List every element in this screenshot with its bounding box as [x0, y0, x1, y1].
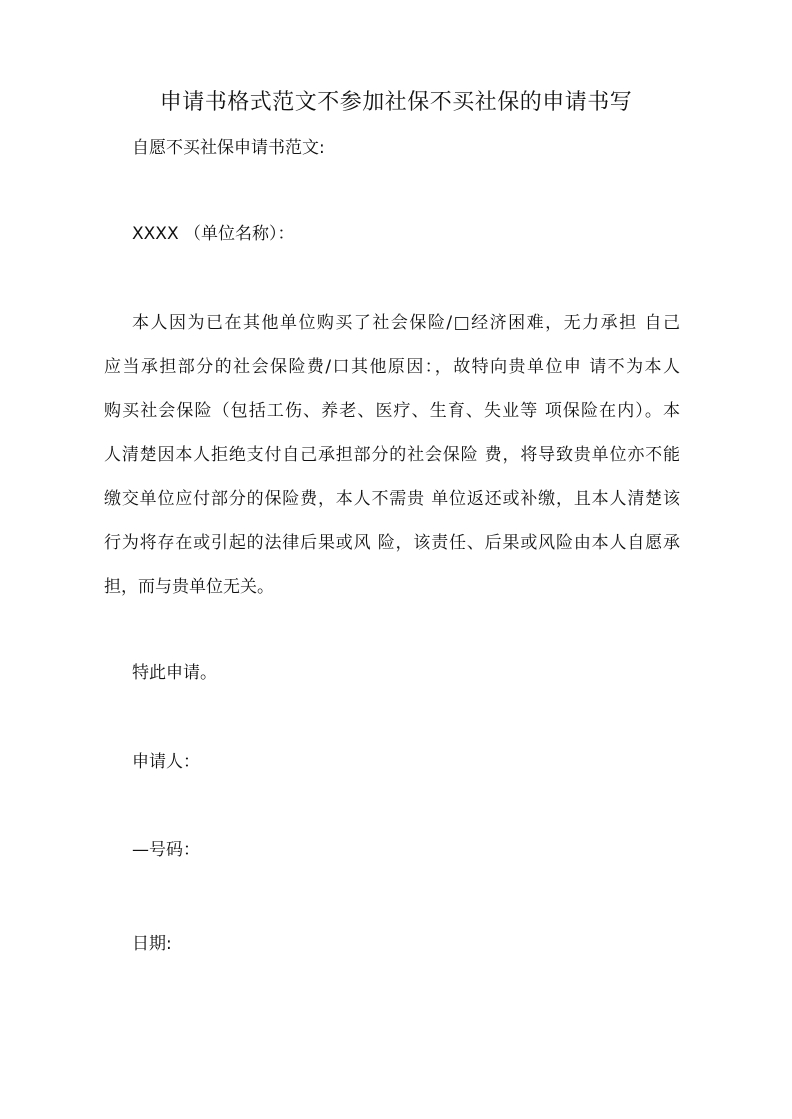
body-line: 应当承担部分的社会保险费/口其他原因：，故特向贵单位申 请不为本人 — [104, 357, 680, 377]
applicant-label: 申请人： — [132, 752, 200, 772]
closing-statement: 特此申请。 — [132, 663, 217, 683]
date-label: 日期: — [132, 934, 172, 954]
body-line: 购买社会保险（包括工伤、养老、医疗、生育、失业等 项保险在内）。本 — [104, 401, 680, 421]
subtitle: 自愿不买社保申请书范文: — [132, 138, 325, 158]
page-title: 申请书格式范文不参加社保不买社保的申请书写 — [159, 90, 633, 115]
body-line: 担，而与贵单位无关。 — [104, 577, 274, 597]
body-line: 本人因为已在其他单位购买了社会保险/□经济困难，无力承担 自己 — [132, 313, 680, 333]
addressee: XXXX （单位名称）： — [132, 224, 295, 244]
body-paragraph — [104, 308, 680, 616]
body-line: 人清楚因本人拒绝支付自己承担部分的社会保险 费，将导致贵单位亦不能 — [104, 445, 680, 465]
body-line: 缴交单位应付部分的保险费，本人不需贵 单位返还或补缴，且本人清楚该 — [104, 489, 680, 509]
body-line: 行为将存在或引起的法律后果或风 险，该责任、后果或风险由本人自愿承 — [104, 533, 680, 553]
id-number-label: —号码： — [132, 840, 200, 860]
